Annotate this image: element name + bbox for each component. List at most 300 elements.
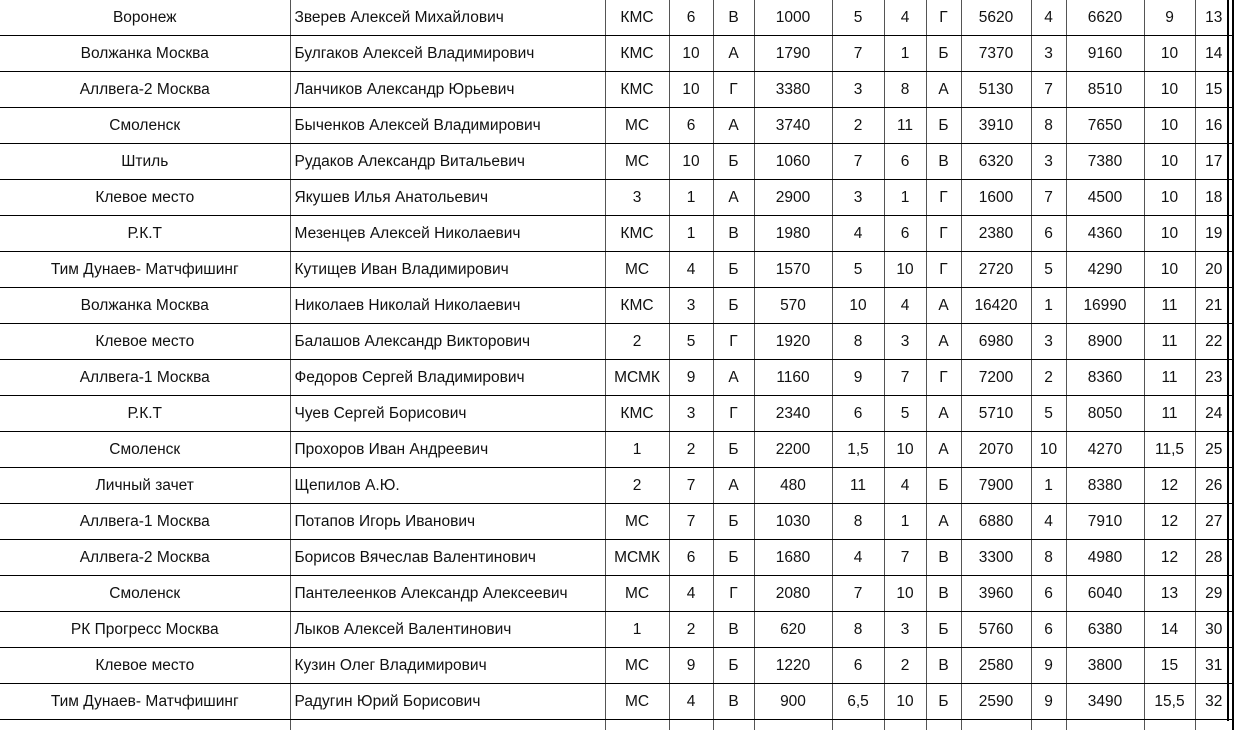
cell-c9: 8900 xyxy=(1066,324,1144,360)
cell-c11: 21 xyxy=(1195,288,1233,324)
name-cell: Балашов Александр Викторович xyxy=(290,324,605,360)
cell-c5: 10 xyxy=(884,252,926,288)
cell-c2: В xyxy=(713,612,754,648)
cell-c10: 10 xyxy=(1144,216,1195,252)
cell-c11: 13 xyxy=(1195,0,1233,36)
cell-c8: 4 xyxy=(1031,504,1066,540)
cell-c2: В xyxy=(713,0,754,36)
table-row xyxy=(0,252,1233,288)
team-cell xyxy=(0,720,290,730)
cell-c9: 4290 xyxy=(1066,252,1144,288)
cell-c4: 10 xyxy=(832,288,884,324)
cell-c11: 23 xyxy=(1195,360,1233,396)
rank-cell: КМС xyxy=(605,396,669,432)
cell-c11: 27 xyxy=(1195,504,1233,540)
cell-c8: 8 xyxy=(1031,108,1066,144)
cell-c2: А xyxy=(713,468,754,504)
cell-c6: А xyxy=(926,324,961,360)
table-row xyxy=(0,360,1233,396)
cell-c5: 11 xyxy=(884,108,926,144)
cell-c6: Б xyxy=(926,684,961,720)
cell-c11: 30 xyxy=(1195,612,1233,648)
cell-c4: 11 xyxy=(832,468,884,504)
cell-c1: 4 xyxy=(669,684,713,720)
cell-c7: 6880 xyxy=(961,504,1031,540)
cell-c9: 3800 xyxy=(1066,648,1144,684)
table-row xyxy=(0,612,1233,648)
cell-c6: Б xyxy=(926,612,961,648)
cell-c3: 1000 xyxy=(754,0,832,36)
cell-c5: 3 xyxy=(884,612,926,648)
cell-c1: 6 xyxy=(669,540,713,576)
cell-c7: 6980 xyxy=(961,324,1031,360)
cell-c6: А xyxy=(926,432,961,468)
cell-c5: 10 xyxy=(884,432,926,468)
cell-c8: 6 xyxy=(1031,216,1066,252)
cell-c1: 6 xyxy=(669,0,713,36)
cell-c8: 8 xyxy=(1031,540,1066,576)
cell-c3: 1790 xyxy=(754,36,832,72)
cell-c10: 11 xyxy=(1144,360,1195,396)
name-cell: Рудаков Александр Витальевич xyxy=(290,144,605,180)
cell-c7: 5620 xyxy=(961,0,1031,36)
cell-c8 xyxy=(1031,720,1066,730)
rank-cell: 2 xyxy=(605,324,669,360)
rank-cell: 2 xyxy=(605,468,669,504)
cell-c6: А xyxy=(926,504,961,540)
cell-c9: 6620 xyxy=(1066,0,1144,36)
cell-c4: 4 xyxy=(832,216,884,252)
cell-c6: Г xyxy=(926,216,961,252)
cell-c5: 6 xyxy=(884,144,926,180)
team-cell: Смоленск xyxy=(0,576,290,612)
cell-c9: 4500 xyxy=(1066,180,1144,216)
table-right-border xyxy=(1227,0,1229,721)
cell-c2: Б xyxy=(713,252,754,288)
cell-c6: А xyxy=(926,72,961,108)
cell-c10: 14 xyxy=(1144,612,1195,648)
table-row xyxy=(0,468,1233,504)
name-cell: Чуев Сергей Борисович xyxy=(290,396,605,432)
table-row xyxy=(0,576,1233,612)
cell-c3 xyxy=(754,720,832,730)
cell-c2: А xyxy=(713,180,754,216)
team-cell: Волжанка Москва xyxy=(0,288,290,324)
table-row xyxy=(0,684,1233,720)
cell-c5: 7 xyxy=(884,540,926,576)
cell-c2: Б xyxy=(713,144,754,180)
cell-c3: 2340 xyxy=(754,396,832,432)
cell-c8: 4 xyxy=(1031,0,1066,36)
name-cell: Кузин Олег Владимирович xyxy=(290,648,605,684)
cell-c2: Г xyxy=(713,396,754,432)
cell-c9: 7910 xyxy=(1066,504,1144,540)
cell-c10: 13 xyxy=(1144,576,1195,612)
cell-c4: 7 xyxy=(832,144,884,180)
cell-c7: 7370 xyxy=(961,36,1031,72)
rank-cell: МС xyxy=(605,648,669,684)
cell-c6 xyxy=(926,720,961,730)
cell-c9: 16990 xyxy=(1066,288,1144,324)
cell-c2 xyxy=(713,720,754,730)
cell-c9: 4270 xyxy=(1066,432,1144,468)
name-cell: Ланчиков Александр Юрьевич xyxy=(290,72,605,108)
cell-c3: 1060 xyxy=(754,144,832,180)
name-cell: Федоров Сергей Владимирович xyxy=(290,360,605,396)
table-row xyxy=(0,396,1233,432)
cell-c3: 2080 xyxy=(754,576,832,612)
cell-c11: 22 xyxy=(1195,324,1233,360)
name-cell: Потапов Игорь Иванович xyxy=(290,504,605,540)
cell-c5: 4 xyxy=(884,468,926,504)
team-cell: Р.К.Т xyxy=(0,396,290,432)
name-cell: Быченков Алексей Владимирович xyxy=(290,108,605,144)
cell-c7: 2070 xyxy=(961,432,1031,468)
cell-c7: 3910 xyxy=(961,108,1031,144)
team-cell: Клевое место xyxy=(0,324,290,360)
rank-cell: МС xyxy=(605,108,669,144)
rank-cell: МС xyxy=(605,252,669,288)
cell-c6: Б xyxy=(926,36,961,72)
cell-c11 xyxy=(1195,720,1233,730)
cell-c4 xyxy=(832,720,884,730)
cell-c3: 1920 xyxy=(754,324,832,360)
cell-c9 xyxy=(1066,720,1144,730)
rank-cell: КМС xyxy=(605,288,669,324)
cell-c4: 8 xyxy=(832,612,884,648)
cell-c7: 3300 xyxy=(961,540,1031,576)
cell-c4: 7 xyxy=(832,36,884,72)
cell-c1: 3 xyxy=(669,288,713,324)
cell-c4: 4 xyxy=(832,540,884,576)
cell-c4: 8 xyxy=(832,324,884,360)
cell-c1: 4 xyxy=(669,576,713,612)
cell-c6: В xyxy=(926,648,961,684)
cell-c10: 10 xyxy=(1144,36,1195,72)
cell-c7: 3960 xyxy=(961,576,1031,612)
cell-c3: 2900 xyxy=(754,180,832,216)
cell-c8: 3 xyxy=(1031,144,1066,180)
cell-c9: 7650 xyxy=(1066,108,1144,144)
cell-c1: 1 xyxy=(669,180,713,216)
cell-c8: 1 xyxy=(1031,288,1066,324)
cell-c10: 11 xyxy=(1144,288,1195,324)
cell-c11: 24 xyxy=(1195,396,1233,432)
rank-cell: КМС xyxy=(605,216,669,252)
cell-c3: 620 xyxy=(754,612,832,648)
rank-cell: МС xyxy=(605,576,669,612)
cell-c4: 6,5 xyxy=(832,684,884,720)
cell-c11: 15 xyxy=(1195,72,1233,108)
name-cell xyxy=(290,720,605,730)
cell-c9: 6040 xyxy=(1066,576,1144,612)
cell-c10: 10 xyxy=(1144,72,1195,108)
team-cell: РК Прогресс Москва xyxy=(0,612,290,648)
cell-c8: 3 xyxy=(1031,36,1066,72)
cell-c6: Б xyxy=(926,108,961,144)
rank-cell: МС xyxy=(605,504,669,540)
rank-cell: КМС xyxy=(605,72,669,108)
team-cell: Р.К.Т xyxy=(0,216,290,252)
cell-c11: 25 xyxy=(1195,432,1233,468)
team-cell: Аллвега-2 Москва xyxy=(0,72,290,108)
cell-c1: 6 xyxy=(669,108,713,144)
name-cell: Зверев Алексей Михайлович xyxy=(290,0,605,36)
cell-c7: 2580 xyxy=(961,648,1031,684)
cell-c1: 3 xyxy=(669,396,713,432)
table-row xyxy=(0,324,1233,360)
cell-c4: 5 xyxy=(832,252,884,288)
rank-cell: 3 xyxy=(605,180,669,216)
cell-c3: 2200 xyxy=(754,432,832,468)
team-cell: Смоленск xyxy=(0,432,290,468)
cell-c3: 1220 xyxy=(754,648,832,684)
rank-cell: МС xyxy=(605,144,669,180)
cell-c3: 1680 xyxy=(754,540,832,576)
table-row xyxy=(0,144,1233,180)
cell-c10: 9 xyxy=(1144,0,1195,36)
name-cell: Николаев Николай Николаевич xyxy=(290,288,605,324)
cell-c3: 900 xyxy=(754,684,832,720)
cell-c11: 18 xyxy=(1195,180,1233,216)
cell-c4: 6 xyxy=(832,396,884,432)
cell-c6: В xyxy=(926,576,961,612)
cell-c5: 1 xyxy=(884,504,926,540)
cell-c2: Г xyxy=(713,72,754,108)
cell-c10: 12 xyxy=(1144,504,1195,540)
cell-c8: 2 xyxy=(1031,360,1066,396)
table-row xyxy=(0,540,1233,576)
team-cell: Клевое место xyxy=(0,648,290,684)
cell-c11: 17 xyxy=(1195,144,1233,180)
cell-c3: 1980 xyxy=(754,216,832,252)
team-cell: Смоленск xyxy=(0,108,290,144)
cell-c1: 9 xyxy=(669,648,713,684)
cell-c6: Г xyxy=(926,0,961,36)
cell-c10: 10 xyxy=(1144,180,1195,216)
cell-c2: А xyxy=(713,108,754,144)
cell-c9: 4360 xyxy=(1066,216,1144,252)
team-cell: Воронеж xyxy=(0,0,290,36)
cell-c6: В xyxy=(926,144,961,180)
name-cell: Кутищев Иван Владимирович xyxy=(290,252,605,288)
cell-c6: Г xyxy=(926,252,961,288)
cell-c10: 10 xyxy=(1144,144,1195,180)
cell-c4: 9 xyxy=(832,360,884,396)
cell-c1: 1 xyxy=(669,216,713,252)
cell-c11: 14 xyxy=(1195,36,1233,72)
cell-c6: А xyxy=(926,288,961,324)
cell-c11: 26 xyxy=(1195,468,1233,504)
cell-c5: 4 xyxy=(884,0,926,36)
cell-c9: 7380 xyxy=(1066,144,1144,180)
cell-c6: Г xyxy=(926,180,961,216)
cell-c8: 9 xyxy=(1031,648,1066,684)
cell-c10: 15 xyxy=(1144,648,1195,684)
cell-c5: 10 xyxy=(884,684,926,720)
cell-c1: 2 xyxy=(669,612,713,648)
cell-c11: 31 xyxy=(1195,648,1233,684)
cell-c5: 1 xyxy=(884,180,926,216)
table-row xyxy=(0,504,1233,540)
cell-c6: В xyxy=(926,540,961,576)
cell-c6: Г xyxy=(926,360,961,396)
table-row xyxy=(0,216,1233,252)
cell-c9: 6380 xyxy=(1066,612,1144,648)
team-cell: Клевое место xyxy=(0,180,290,216)
cell-c1: 4 xyxy=(669,252,713,288)
cell-c6: А xyxy=(926,396,961,432)
cell-c2: Г xyxy=(713,576,754,612)
team-cell: Тим Дунаев- Матчфишинг xyxy=(0,684,290,720)
cell-c1: 9 xyxy=(669,360,713,396)
rank-cell: МСМК xyxy=(605,540,669,576)
cell-c3: 1570 xyxy=(754,252,832,288)
cell-c8: 1 xyxy=(1031,468,1066,504)
cell-c2: А xyxy=(713,360,754,396)
cell-c7: 6320 xyxy=(961,144,1031,180)
cell-c7: 7900 xyxy=(961,468,1031,504)
rank-cell: 1 xyxy=(605,612,669,648)
rank-cell xyxy=(605,720,669,730)
cell-c2: Б xyxy=(713,504,754,540)
cell-c9: 8510 xyxy=(1066,72,1144,108)
cell-c11: 29 xyxy=(1195,576,1233,612)
cell-c2: Г xyxy=(713,324,754,360)
team-cell: Аллвега-2 Москва xyxy=(0,540,290,576)
table-row xyxy=(0,72,1233,108)
cell-c4: 3 xyxy=(832,72,884,108)
name-cell: Лыков Алексей Валентинович xyxy=(290,612,605,648)
cell-c5: 4 xyxy=(884,288,926,324)
cell-c5: 7 xyxy=(884,360,926,396)
cell-c2: Б xyxy=(713,432,754,468)
cell-c4: 3 xyxy=(832,180,884,216)
cell-c7: 5130 xyxy=(961,72,1031,108)
cell-c2: Б xyxy=(713,288,754,324)
cell-c7: 5710 xyxy=(961,396,1031,432)
cell-c10: 11 xyxy=(1144,396,1195,432)
cell-c7: 1600 xyxy=(961,180,1031,216)
cell-c2: Б xyxy=(713,648,754,684)
cell-c1: 10 xyxy=(669,36,713,72)
cell-c8: 5 xyxy=(1031,252,1066,288)
name-cell: Борисов Вячеслав Валентинович xyxy=(290,540,605,576)
cell-c4: 6 xyxy=(832,648,884,684)
cell-c8: 9 xyxy=(1031,684,1066,720)
team-cell: Личный зачет xyxy=(0,468,290,504)
rank-cell: МС xyxy=(605,684,669,720)
cell-c1: 10 xyxy=(669,72,713,108)
cell-c7: 7200 xyxy=(961,360,1031,396)
name-cell: Булгаков Алексей Владимирович xyxy=(290,36,605,72)
cell-c5: 1 xyxy=(884,36,926,72)
cell-c9: 4980 xyxy=(1066,540,1144,576)
cell-c5: 6 xyxy=(884,216,926,252)
team-cell: Тим Дунаев- Матчфишинг xyxy=(0,252,290,288)
cell-c8: 3 xyxy=(1031,324,1066,360)
cell-c8: 10 xyxy=(1031,432,1066,468)
cell-c2: Б xyxy=(713,540,754,576)
cell-c5 xyxy=(884,720,926,730)
cell-c8: 6 xyxy=(1031,612,1066,648)
cell-c1: 7 xyxy=(669,504,713,540)
cell-c6: Б xyxy=(926,468,961,504)
cell-c9: 8360 xyxy=(1066,360,1144,396)
cell-c5: 10 xyxy=(884,576,926,612)
cell-c10: 12 xyxy=(1144,540,1195,576)
cell-c3: 1030 xyxy=(754,504,832,540)
cell-c5: 3 xyxy=(884,324,926,360)
cell-c5: 2 xyxy=(884,648,926,684)
cell-c4: 8 xyxy=(832,504,884,540)
cell-c10: 10 xyxy=(1144,108,1195,144)
cell-c9: 3490 xyxy=(1066,684,1144,720)
cell-c11: 19 xyxy=(1195,216,1233,252)
rank-cell: 1 xyxy=(605,432,669,468)
table-row xyxy=(0,108,1233,144)
cell-c4: 7 xyxy=(832,576,884,612)
cell-c7: 16420 xyxy=(961,288,1031,324)
team-cell: Аллвега-1 Москва xyxy=(0,360,290,396)
team-cell: Штиль xyxy=(0,144,290,180)
cell-c3: 3740 xyxy=(754,108,832,144)
cell-c1: 2 xyxy=(669,432,713,468)
cell-c10: 10 xyxy=(1144,252,1195,288)
name-cell: Якушев Илья Анатольевич xyxy=(290,180,605,216)
cell-c1: 5 xyxy=(669,324,713,360)
cell-c9: 8050 xyxy=(1066,396,1144,432)
table-row xyxy=(0,432,1233,468)
cell-c8: 7 xyxy=(1031,72,1066,108)
cell-c3: 3380 xyxy=(754,72,832,108)
cell-c10: 11 xyxy=(1144,324,1195,360)
cell-c7 xyxy=(961,720,1031,730)
cell-c10: 15,5 xyxy=(1144,684,1195,720)
table-row xyxy=(0,288,1233,324)
cell-c7: 5760 xyxy=(961,612,1031,648)
cell-c2: А xyxy=(713,36,754,72)
table-row xyxy=(0,0,1233,36)
cell-c4: 2 xyxy=(832,108,884,144)
rank-cell: КМС xyxy=(605,36,669,72)
table-row-partial xyxy=(0,720,1233,730)
cell-c4: 5 xyxy=(832,0,884,36)
cell-c3: 480 xyxy=(754,468,832,504)
cell-c5: 8 xyxy=(884,72,926,108)
cell-c1: 7 xyxy=(669,468,713,504)
cell-c1: 10 xyxy=(669,144,713,180)
name-cell: Мезенцев Алексей Николаевич xyxy=(290,216,605,252)
cell-c10 xyxy=(1144,720,1195,730)
cell-c3: 1160 xyxy=(754,360,832,396)
cell-c1 xyxy=(669,720,713,730)
table-row xyxy=(0,180,1233,216)
cell-c8: 7 xyxy=(1031,180,1066,216)
table-row xyxy=(0,648,1233,684)
cell-c10: 11,5 xyxy=(1144,432,1195,468)
cell-c11: 32 xyxy=(1195,684,1233,720)
name-cell: Щепилов А.Ю. xyxy=(290,468,605,504)
cell-c8: 5 xyxy=(1031,396,1066,432)
team-cell: Волжанка Москва xyxy=(0,36,290,72)
cell-c7: 2590 xyxy=(961,684,1031,720)
cell-c9: 8380 xyxy=(1066,468,1144,504)
cell-c11: 28 xyxy=(1195,540,1233,576)
rank-cell: КМС xyxy=(605,0,669,36)
cell-c7: 2720 xyxy=(961,252,1031,288)
cell-c4: 1,5 xyxy=(832,432,884,468)
